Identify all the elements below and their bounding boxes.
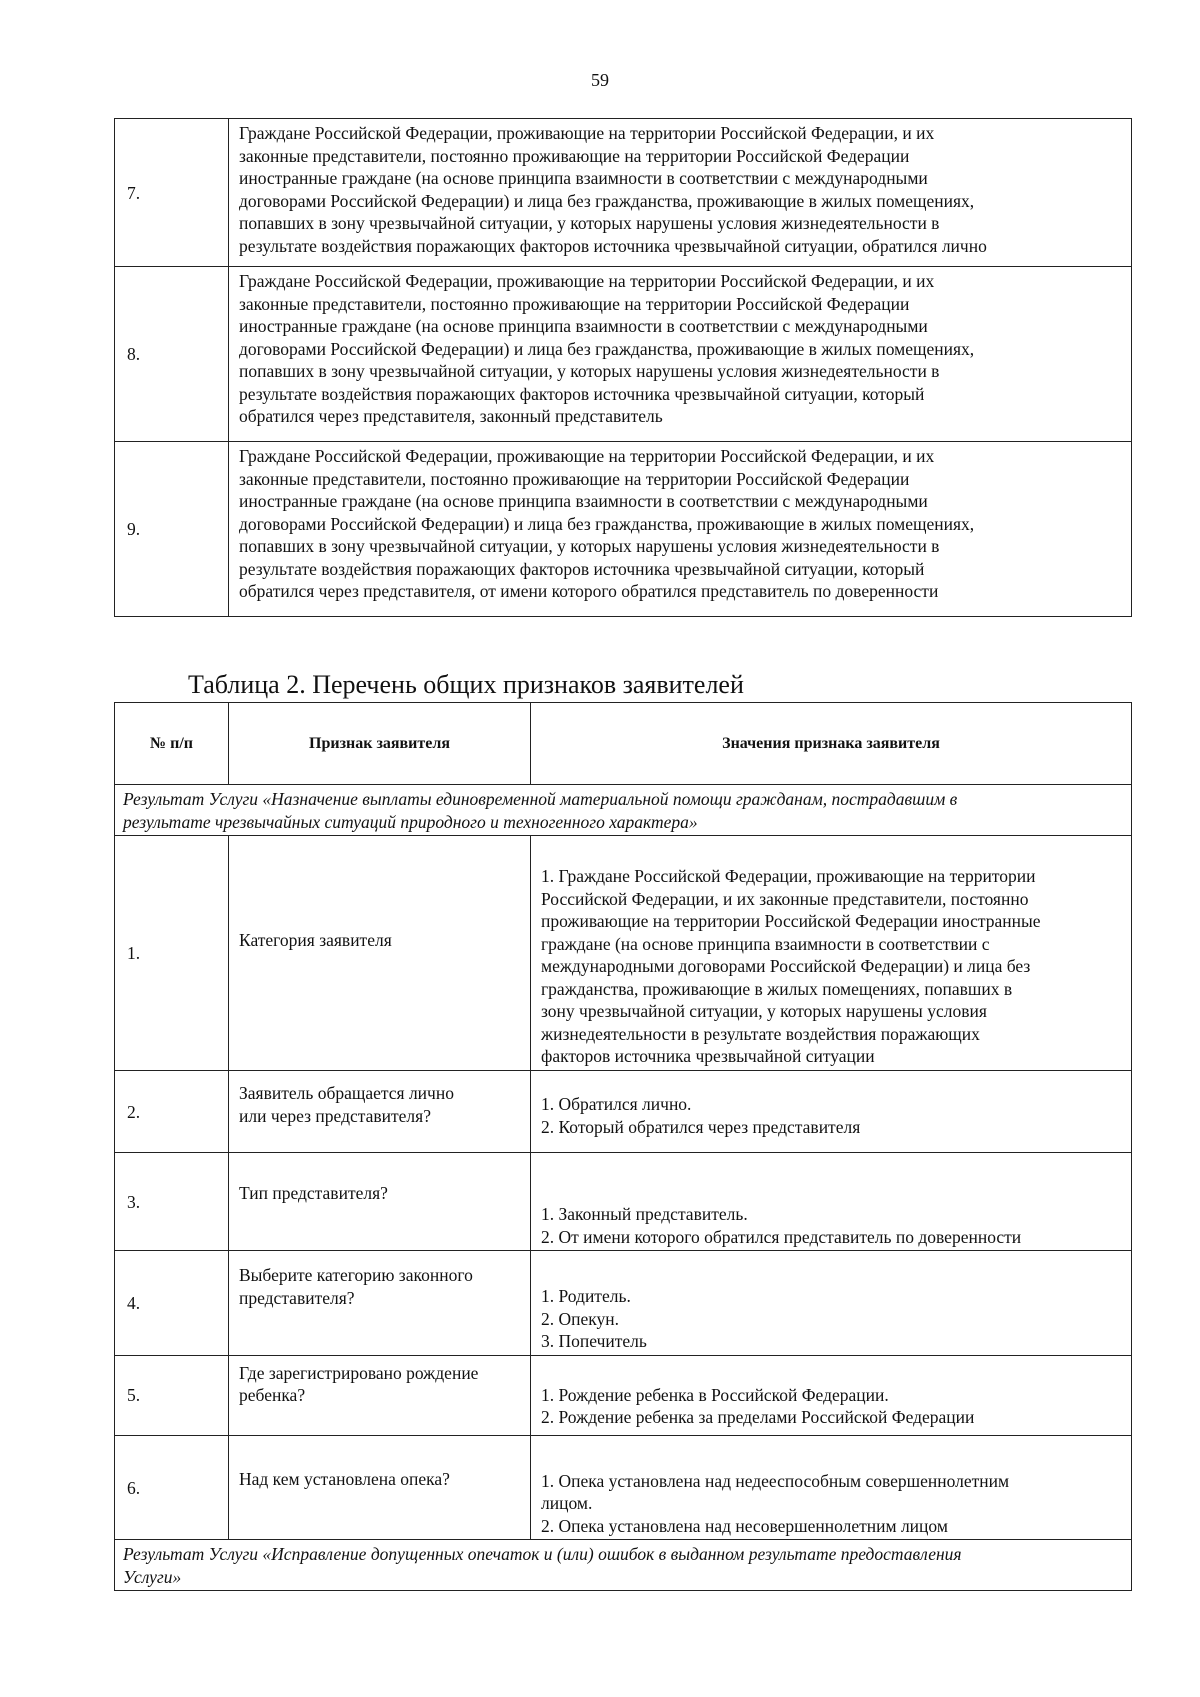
values-cell	[531, 1153, 1132, 1251]
text-line: Результат Услуги «Исправление допущенных опечаток и (или) ошибок в выданном результате предоставления	[123, 1544, 962, 1564]
text-line: иностранные граждане (на основе принципа взаимности в соответствии с международными	[239, 168, 928, 188]
values-cell	[531, 1071, 1132, 1153]
text-line: попавших в зону чрезвычайной ситуации, у которых нарушены условия жизнедеятельности в	[239, 361, 940, 381]
text-line: Заявитель обращается лично	[239, 1083, 454, 1103]
table-row	[115, 1071, 1132, 1153]
text-line: Выберите категорию законного	[239, 1265, 473, 1285]
row-number: 8.	[115, 267, 229, 442]
table-row	[115, 267, 1132, 442]
row-number: 3.	[115, 1153, 229, 1251]
text-line: гражданства, проживающие в жилых помещениях, попавших в	[541, 978, 1013, 999]
text-line: 1. Обратился лично.	[541, 1094, 692, 1114]
column-header-feature: Признак заявителя	[229, 703, 531, 785]
row-number: 7.	[115, 119, 229, 267]
text-line: ребенка?	[239, 1385, 306, 1405]
values-cell	[531, 1435, 1132, 1540]
text-line: жизнедеятельности в результате воздействия поражающих	[541, 1023, 980, 1044]
section-heading	[115, 785, 1132, 836]
text-line: 1. Опека установлена над недееспособным совершеннолетним	[541, 1470, 1010, 1491]
text-line: Результат Услуги «Назначение выплаты единовременной материальной помощи гражданам, пострадавшим в	[123, 789, 958, 809]
feature-cell	[229, 1153, 531, 1251]
text-line: Российской Федерации, и их законные представители, постоянно	[541, 888, 1029, 909]
section-row	[115, 785, 1132, 836]
text-line: Над кем установлена опека?	[239, 1468, 450, 1489]
text-line: законные представители, постоянно проживающие на территории Российской Федерации	[239, 293, 910, 314]
row-number: 2.	[115, 1071, 229, 1153]
applicant-features-table	[114, 702, 1132, 1591]
table-row	[115, 1435, 1132, 1540]
table-row	[115, 119, 1132, 267]
text-line: Услуги»	[123, 1566, 182, 1587]
text-line: Граждане Российской Федерации, проживающие на территории Российской Федерации, и их	[239, 271, 935, 291]
text-line: 2. От имени которого обратился представитель по доверенности	[541, 1226, 1022, 1247]
feature-cell	[229, 1071, 531, 1153]
text-line: международными договорами Российской Федерации) и лица без	[541, 956, 1031, 976]
text-line: Где зарегистрировано рождение	[239, 1362, 479, 1383]
text-line: договорами Российской Федерации) и лица без гражданства, проживающие в жилых помещениях,	[239, 513, 975, 534]
text-line: результате воздействия поражающих факторов источника чрезвычайной ситуации, обратился лично	[239, 235, 987, 256]
applicant-variants-table	[114, 118, 1132, 617]
text-line: попавших в зону чрезвычайной ситуации, у которых нарушены условия жизнедеятельности в	[239, 536, 940, 556]
row-number: 6.	[115, 1435, 229, 1540]
text-line: законные представители, постоянно проживающие на территории Российской Федерации	[239, 145, 910, 166]
table-row	[115, 1153, 1132, 1251]
feature-cell	[229, 836, 531, 1071]
text-line: 1. Граждане Российской Федерации, проживающие на территории	[541, 866, 1036, 886]
row-number: 4.	[115, 1251, 229, 1356]
table-row	[115, 442, 1132, 617]
row-description	[229, 442, 1132, 617]
values-cell	[531, 1251, 1132, 1356]
text-line: проживающие на территории Российской Федерации иностранные	[541, 911, 1041, 931]
text-line: результате воздействия поражающих факторов источника чрезвычайной ситуации, который	[239, 558, 925, 579]
text-line: зону чрезвычайной ситуации, у которых нарушены условия	[541, 1001, 987, 1021]
text-line: 1. Родитель.	[541, 1286, 631, 1306]
text-line: иностранные граждане (на основе принципа взаимности в соответствии с международными	[239, 491, 928, 511]
text-line: 2. Опекун.	[541, 1308, 620, 1329]
text-line: результате воздействия поражающих факторов источника чрезвычайной ситуации, который	[239, 383, 925, 404]
text-line: представителя?	[239, 1287, 355, 1308]
text-line: иностранные граждане (на основе принципа взаимности в соответствии с международными	[239, 316, 928, 336]
table-row	[115, 1355, 1132, 1435]
row-number: 1.	[115, 836, 229, 1071]
text-line: 1. Законный представитель.	[541, 1204, 748, 1224]
row-description	[229, 267, 1132, 442]
feature-cell	[229, 1435, 531, 1540]
text-line: договорами Российской Федерации) и лица без гражданства, проживающие в жилых помещениях,	[239, 338, 975, 359]
text-line: граждане (на основе принципа взаимности в соответствии с	[541, 933, 990, 954]
text-line: 3. Попечитель	[541, 1331, 647, 1351]
values-cell	[531, 836, 1132, 1071]
text-line: законные представители, постоянно проживающие на территории Российской Федерации	[239, 468, 910, 489]
section-row	[115, 1540, 1132, 1591]
row-description	[229, 119, 1132, 267]
text-line: договорами Российской Федерации) и лица без гражданства, проживающие в жилых помещениях,	[239, 190, 975, 211]
row-number: 5.	[115, 1355, 229, 1435]
text-line: 2. Который обратился через представителя	[541, 1116, 861, 1137]
text-line: попавших в зону чрезвычайной ситуации, у которых нарушены условия жизнедеятельности в	[239, 213, 940, 233]
text-line: Граждане Российской Федерации, проживающие на территории Российской Федерации, и их	[239, 123, 935, 143]
feature-cell	[229, 1251, 531, 1356]
table-row	[115, 1251, 1132, 1356]
table-title: Таблица 2. Перечень общих признаков заявителей	[188, 670, 744, 699]
text-line: Граждане Российской Федерации, проживающие на территории Российской Федерации, и их	[239, 446, 935, 466]
text-line: 2. Опека установлена над несовершеннолетним лицом	[541, 1515, 948, 1536]
text-line: результате чрезвычайных ситуаций природного и техногенного характера»	[123, 811, 698, 832]
page-number: 59	[591, 70, 609, 90]
text-line: факторов источника чрезвычайной ситуации	[541, 1046, 875, 1066]
text-line: 1. Рождение ребенка в Российской Федерации.	[541, 1384, 889, 1405]
section-heading	[115, 1540, 1132, 1591]
text-line: обратился через представителя, законный представитель	[239, 406, 663, 426]
table-header-row	[115, 703, 1132, 785]
text-line: или через представителя?	[239, 1105, 431, 1126]
feature-cell	[229, 1355, 531, 1435]
text-line: Категория заявителя	[239, 930, 392, 950]
row-number: 9.	[115, 442, 229, 617]
text-line: Тип представителя?	[239, 1183, 388, 1203]
column-header-num: № п/п	[115, 703, 229, 785]
text-line: 2. Рождение ребенка за пределами Российской Федерации	[541, 1407, 975, 1427]
text-line: обратился через представителя, от имени которого обратился представитель по доверенности	[239, 581, 939, 601]
table-row	[115, 836, 1132, 1071]
values-cell	[531, 1355, 1132, 1435]
column-header-values: Значения признака заявителя	[531, 703, 1132, 785]
text-line: лицом.	[541, 1493, 593, 1513]
